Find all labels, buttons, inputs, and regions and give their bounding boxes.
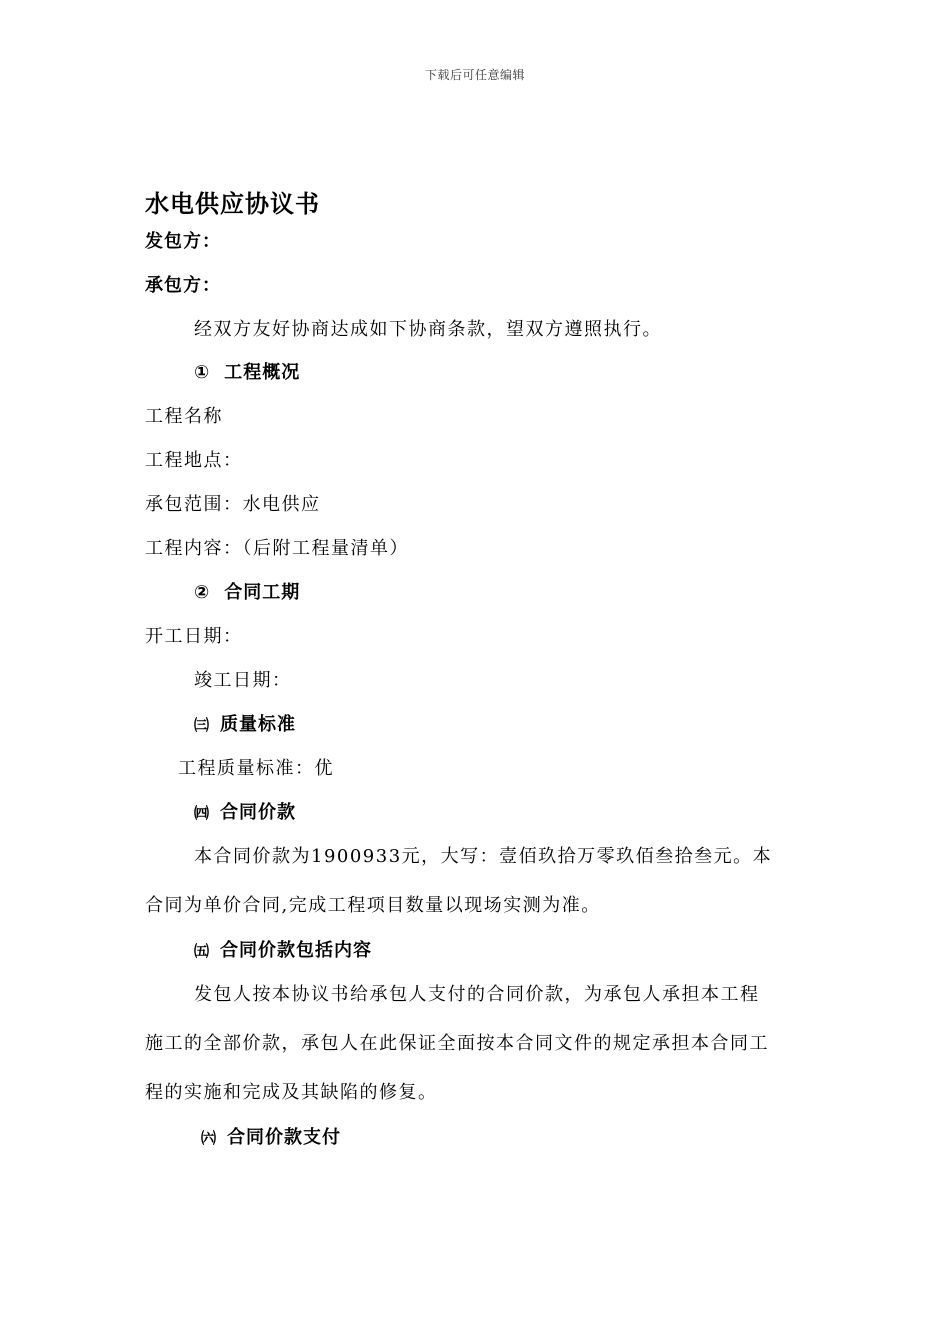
completion-date: 竣工日期：: [194, 670, 292, 691]
section-heading-3: [194, 710, 296, 736]
header-note: 下载后可任意编辑: [424, 68, 525, 82]
project-location: 工程地点：: [145, 450, 243, 471]
section-marker: ㈢: [194, 716, 211, 734]
price-line-2: 合同为单价合同,完成工程项目数量以现场实测为准。: [145, 895, 601, 916]
price-line-1: 本合同价款为1900933元，大写：壹佰玖拾万零玖佰叁拾叁元。本: [194, 846, 773, 867]
section-title: 合同价款包括内容: [220, 940, 373, 961]
section-title: 工程概况: [224, 362, 301, 383]
section-marker: ②: [194, 582, 211, 603]
section-heading-2: [194, 578, 300, 604]
price-content-line-1: 发包人按本协议书给承包人支付的合同价款，为承包人承担本工程: [194, 984, 760, 1005]
project-scope: 承包范围：水电供应: [145, 494, 321, 515]
section-marker: ㈤: [194, 942, 211, 960]
project-name: 工程名称: [145, 406, 223, 427]
section-heading-1: [194, 358, 300, 384]
quality-standard: 工程质量标准：优: [178, 758, 334, 779]
section-title: 合同价款: [220, 802, 297, 823]
section-title: 合同价款支付: [227, 1127, 342, 1148]
section-heading-4: [194, 798, 296, 824]
intro-paragraph: 经双方友好协商达成如下协商条款，望双方遵照执行。: [194, 319, 662, 340]
contractor-label: 承包方：: [145, 275, 221, 296]
section-heading-5: [194, 936, 372, 962]
section-title: 质量标准: [220, 714, 297, 735]
price-content-line-2: 施工的全部价款，承包人在此保证全面按本合同文件的规定承担本合同工: [145, 1033, 769, 1054]
employer-label: 发包方：: [145, 231, 221, 252]
price-content-line-3: 程的实施和完成及其缺陷的修复。: [145, 1082, 438, 1103]
project-content: 工程内容：（后附工程量清单）: [145, 538, 409, 559]
section-marker: ①: [194, 362, 211, 383]
section-marker: ㈥: [201, 1129, 218, 1147]
start-date: 开工日期：: [145, 626, 243, 647]
section-title: 合同工期: [224, 582, 301, 603]
section-heading-6: [201, 1123, 341, 1149]
section-marker: ㈣: [194, 804, 211, 822]
document-title: 水电供应协议书: [145, 190, 320, 218]
